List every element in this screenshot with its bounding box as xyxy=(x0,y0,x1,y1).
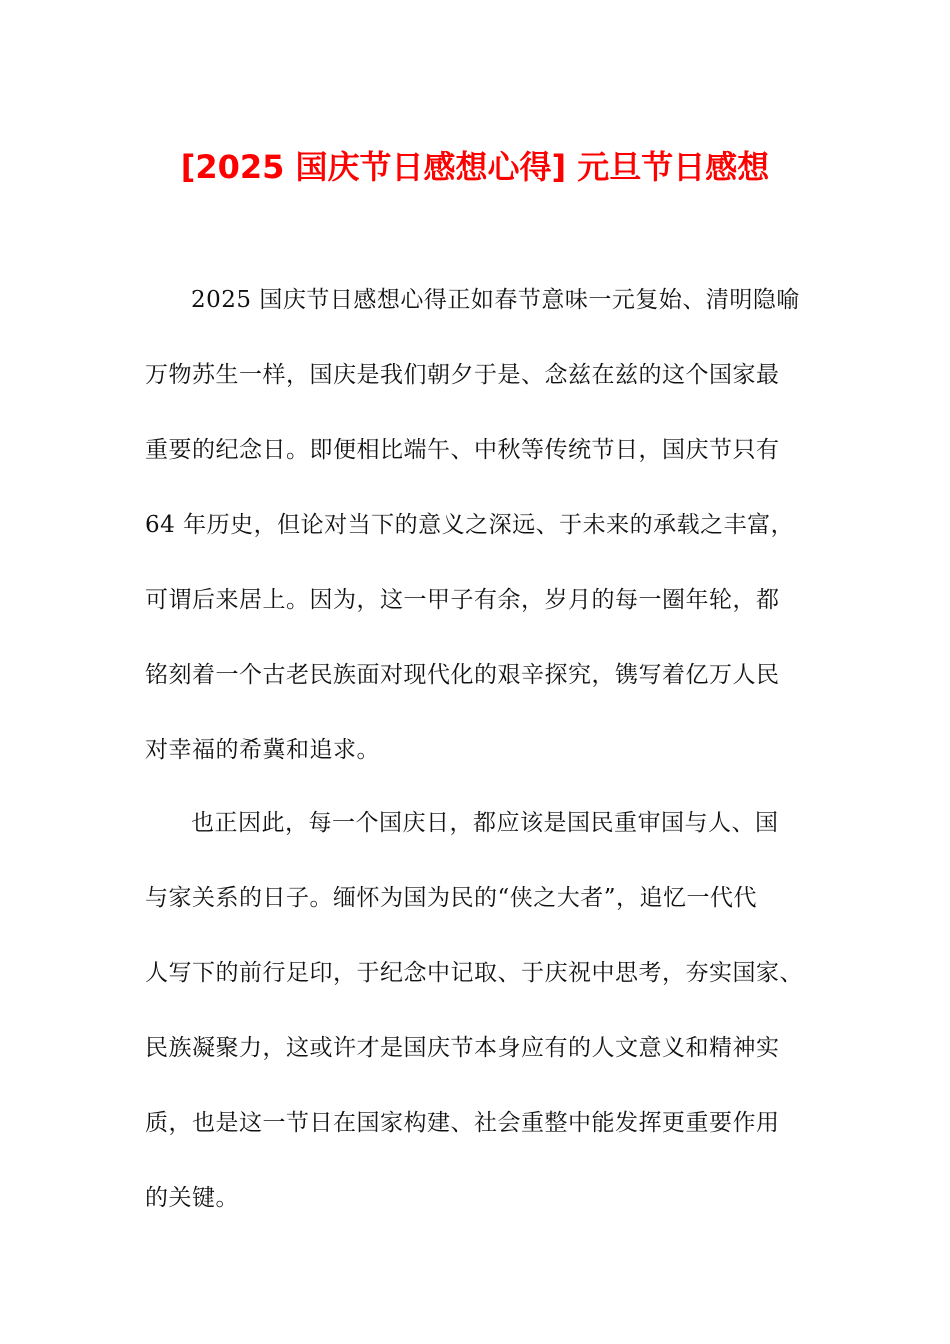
paragraph-line: 重要的纪念日。即便相比端午、中秋等传统节日，国庆节只有 xyxy=(145,437,780,463)
paragraph-line: 与家关系的日子。缅怀为国为民的“侠之大者”，追忆一代代 xyxy=(145,885,758,911)
document-title: [2025 国庆节日感想心得] 元旦节日感想 xyxy=(180,148,770,186)
paragraph-line: 质，也是这一节日在国家构建、社会重整中能发挥更重要作用 xyxy=(145,1110,780,1136)
paragraph-line: 也正因此，每一个国庆日，都应该是国民重审国与人、国 xyxy=(191,810,779,836)
paragraph-line: 2025 国庆节日感想心得正如春节意味一元复始、清明隐喻 xyxy=(191,287,800,313)
paragraph-line: 64 年历史，但论对当下的意义之深远、于未来的承载之丰富， xyxy=(145,512,795,538)
paragraph-line: 的关键。 xyxy=(145,1185,239,1211)
paragraph-line: 铭刻着一个古老民族面对现代化的艰辛探究，镌写着亿万人民 xyxy=(145,662,780,688)
paragraph-line: 万物苏生一样，国庆是我们朝夕于是、念兹在兹的这个国家最 xyxy=(145,362,780,388)
paragraph-line: 可谓后来居上。因为，这一甲子有余，岁月的每一圈年轮，都 xyxy=(145,587,780,613)
paragraph-line: 对幸福的希冀和追求。 xyxy=(145,737,380,763)
paragraph-line: 民族凝聚力，这或许才是国庆节本身应有的人文意义和精神实 xyxy=(145,1035,780,1061)
paragraph-line: 人写下的前行足印，于纪念中记取、于庆祝中思考，夯实国家、 xyxy=(145,960,803,986)
